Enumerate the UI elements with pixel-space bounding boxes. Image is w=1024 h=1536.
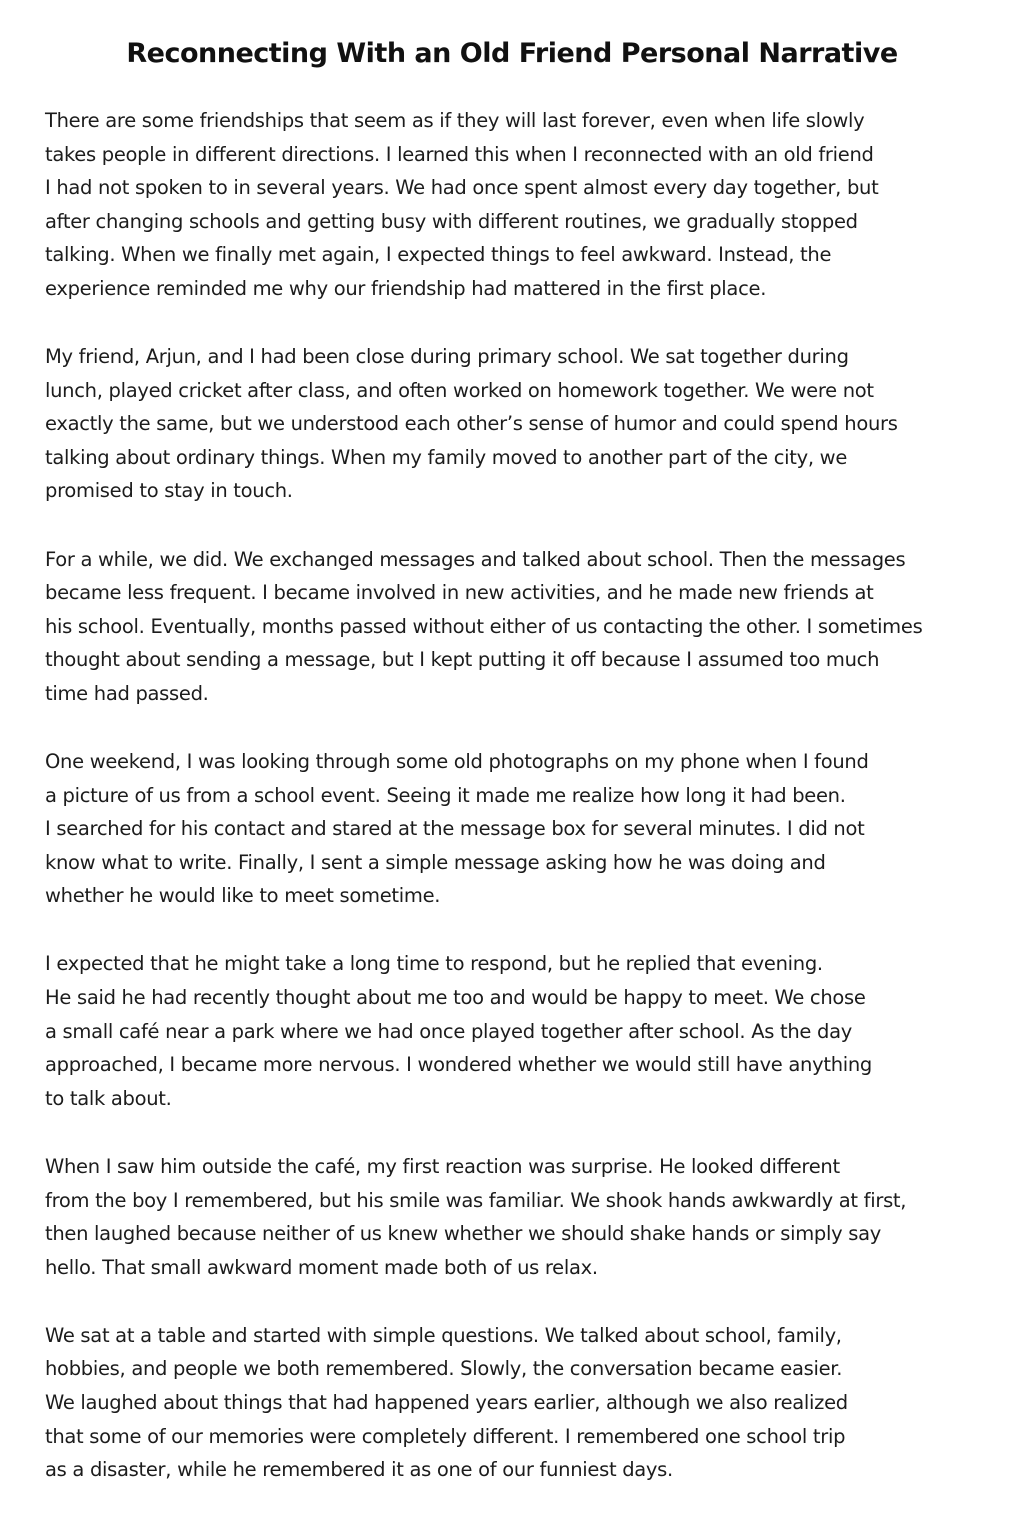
paragraph-line: that some of our memories were completely different. I remembered one school trip — [45, 1424, 846, 1448]
paragraph-line: lunch, played cricket after class, and often worked on homework together. We were not — [45, 378, 874, 402]
paragraph — [45, 745, 995, 913]
paragraph — [45, 947, 995, 1115]
paragraph-line: approached, I became more nervous. I wondered whether we would still have anything — [45, 1053, 873, 1077]
paragraph-line: whether he would like to meet sometime. — [45, 884, 441, 908]
paragraph — [45, 104, 995, 306]
paragraph-line: talking. When we finally met again, I expected things to feel awkward. Instead, the — [45, 243, 832, 267]
paragraph-line: time had passed. — [45, 681, 209, 705]
paragraph-line: He said he had recently thought about me too and would be happy to meet. We chose — [45, 986, 866, 1010]
paragraph-line: I searched for his contact and stared at the message box for several minutes. I did not — [45, 817, 865, 841]
paragraph-line: from the boy I remembered, but his smile was familiar. We shook hands awkwardly at first, — [45, 1188, 907, 1212]
paragraph-line: There are some friendships that seem as if they will last forever, even when life slowly — [45, 109, 865, 132]
paragraph-line: I expected that he might take a long time to respond, but he replied that evening. — [45, 952, 823, 976]
paragraph-line: When I saw him outside the café, my first reaction was surprise. He looked different — [45, 1154, 840, 1178]
paragraph-line: as a disaster, while he remembered it as one of our funniest days. — [45, 1458, 673, 1482]
document-body — [45, 104, 995, 1521]
paragraph-line: hello. That small awkward moment made both of us relax. — [45, 1255, 598, 1279]
paragraph — [45, 340, 995, 508]
paragraph-line: takes people in different directions. I learned this when I reconnected with an old friend — [45, 142, 874, 166]
paragraph-line: hobbies, and people we both remembered. Slowly, the conversation became easier. — [45, 1357, 843, 1381]
paragraph-line: talking about ordinary things. When my family moved to another part of the city, we — [45, 445, 848, 469]
paragraph-line: his school. Eventually, months passed without either of us contacting the other. I sometimes — [45, 614, 923, 638]
paragraph-line: experience reminded me why our friendship had mattered in the first place. — [45, 276, 767, 300]
paragraph-line: thought about sending a message, but I kept putting it off because I assumed too much — [45, 648, 880, 672]
paragraph-line: For a while, we did. We exchanged messages and talked about school. Then the messages — [45, 547, 906, 571]
paragraph-line: exactly the same, but we understood each other’s sense of humor and could spend hours — [45, 412, 898, 436]
paragraph-line: I had not spoken to in several years. We had once spent almost every day together, but — [45, 176, 879, 200]
paragraph-line: after changing schools and getting busy with different routines, we gradually stopped — [45, 209, 858, 233]
paragraph-line: We laughed about things that had happened years earlier, although we also realized — [45, 1391, 848, 1414]
document-title: Reconnecting With an Old Friend Personal Narrative — [126, 38, 898, 69]
paragraph — [45, 1319, 995, 1487]
paragraph-line: know what to write. Finally, I sent a simple message asking how he was doing and — [45, 850, 826, 874]
paragraph — [45, 543, 995, 711]
paragraph-line: My friend, Arjun, and I had been close during primary school. We sat together during — [45, 345, 849, 369]
paragraph-line: One weekend, I was looking through some old photographs on my phone when I found — [45, 750, 869, 773]
paragraph-line: a small café near a park where we had once played together after school. As the day — [45, 1019, 852, 1043]
paragraph-line: then laughed because neither of us knew whether we should shake hands or simply say — [45, 1222, 881, 1246]
paragraph-line: promised to stay in touch. — [45, 479, 293, 503]
paragraph-line: We sat at a table and started with simple questions. We talked about school, family, — [45, 1323, 842, 1347]
paragraph-line: to talk about. — [45, 1086, 172, 1110]
paragraph-line: a picture of us from a school event. Seeing it made me realize how long it had been. — [45, 783, 846, 807]
paragraph-line: became less frequent. I became involved in new activities, and he made new friends at — [45, 581, 874, 605]
paragraph — [45, 1150, 995, 1284]
